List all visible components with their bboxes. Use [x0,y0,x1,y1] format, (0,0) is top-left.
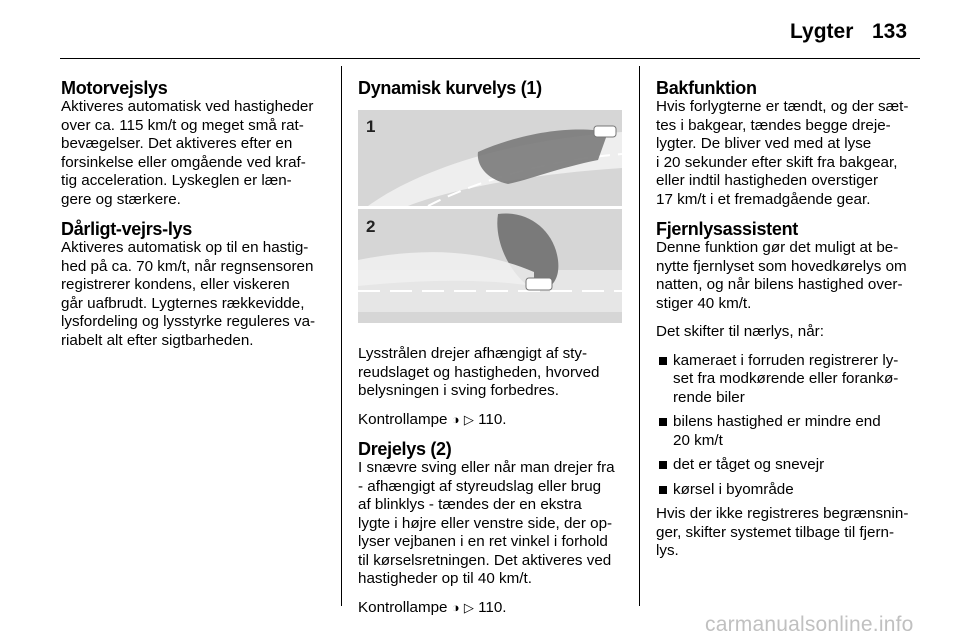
text-line: det er tåget og snevejr [673,456,825,473]
text-line: kameraet i forruden registrerer ly- [673,351,899,369]
list-item [656,481,920,500]
text-line: ger, skifter systemet tilbage til fjern- [656,523,895,541]
text-line: Hvis forlygterne er tændt, og der sæt- [656,98,909,115]
text-line: hed på ca. 70 km/t, når regnsensoren [61,257,314,275]
page-reference-arrow-icon: ▷ [463,411,474,427]
text-line: stiger 40 km/t. [656,294,752,312]
bullet-square-icon [659,461,667,469]
text-line: nytte fjernlyset som hovedkørelys om [656,257,907,275]
list-item [656,352,920,408]
headlight-lamp-icon: ◑ [451,411,460,427]
text-line: set fra modkørende eller forankø- [673,370,899,387]
paragraph-fjernlysassistent [656,239,920,313]
running-header-title: Lygter [790,20,854,43]
text-line: gere og stærkere. [61,190,181,208]
text-line: Aktiveres automatisk ved hastigheder [61,98,314,115]
text-line: natten, og når bilens hastighed over- [656,276,903,293]
text-line: forsinkelse eller omgående ved kraf- [61,153,306,171]
column-3 [656,78,920,571]
text-line: reudslaget og hastigheden, hvorved [358,363,600,381]
headlight-lamp-icon: ◑ [451,599,460,615]
header-rule [60,58,920,59]
list-item [656,456,920,475]
page-reference-arrow-icon: ▷ [463,599,474,615]
paragraph-tilbage [656,505,920,561]
text-line: belysningen i sving forbedres. [358,382,559,399]
paragraph-skifter: Det skifter til nærlys, når: [656,323,824,340]
text-line: Aktiveres automatisk op til en hastig- [61,239,309,256]
text-line: bevægelser. Det aktiveres efter en [61,135,293,152]
paragraph-kurvelys [358,345,622,401]
text-line: 17 km/t i et fremadgående gear. [656,190,871,208]
text-line: i 20 sekunder efter skift fra bakgear, [656,153,898,171]
bullet-square-icon [659,357,667,365]
paragraph-bakfunktion [656,98,920,209]
heading-fjernlysassistent: Fjernlysassistent [656,219,798,239]
heading-dynamisk-kurvelys: Dynamisk kurvelys (1) [358,78,542,98]
kontrollampe-reference [358,599,622,618]
heading-drejelys: Drejelys (2) [358,439,452,459]
text-line: lygter. De bliver ved med at lyse [656,135,872,152]
text-line: tig acceleration. Lyskeglen er læn- [61,172,292,189]
kontrollampe-reference [358,411,622,430]
curve-light-illustration [358,110,622,323]
bullet-square-icon [659,486,667,494]
paragraph-daarligt-vejrs-lys [61,239,325,350]
text-line: registrerer kondens, eller viskeren [61,276,290,293]
column-divider [639,66,640,606]
text-line: bilens hastighed er mindre end [673,413,881,430]
text-line: Lysstrålen drejer afhængigt af sty- [358,345,588,362]
text-line: over ca. 115 km/t og meget små rat- [61,116,304,134]
column-2 [358,78,622,627]
page-reference: 110. [478,598,507,616]
page-reference: 110. [478,410,507,428]
text-line: lysfordeling og lysstyrke reguleres va- [61,313,316,330]
kontrollampe-label: Kontrollampe [358,410,448,428]
text-line: riabelt alt efter sigtbarheden. [61,331,254,349]
text-line: hastigheder op til 40 km/t. [358,570,532,587]
list-item [656,413,920,450]
heading-daarligt-vejrs-lys: Dårligt-vejrs-lys [61,219,192,239]
text-line: tes i bakgear, tændes begge dreje- [656,116,891,134]
text-line: lygte i højre eller venstre side, der op- [358,514,613,532]
column-divider [341,66,342,606]
text-line: lyser vejbanen i en ret vinkel i forhold [358,533,608,550]
text-line: Hvis der ikke registreres begrænsnin- [656,505,909,522]
text-line: Denne funktion gør det muligt at be- [656,239,899,256]
column-1 [61,78,325,360]
text-line: til kørselsretningen. Det aktiveres ved [358,551,612,569]
watermark: carmanualsonline.info [705,613,914,636]
condition-list [656,352,920,500]
text-line: af blinklys - tændes der en ekstra [358,496,582,513]
text-line: 20 km/t [673,431,723,449]
paragraph-motorvejslys [61,98,325,209]
text-line: går uafbrudt. Lygternes rækkevidde, [61,294,305,312]
kontrollampe-label: Kontrollampe [358,598,448,616]
text-line: rende biler [673,388,745,406]
figure-label-1: 1 [366,117,376,136]
figure-label-2: 2 [366,217,376,236]
text-line: kørsel i byområde [673,480,794,498]
paragraph-drejelys [358,459,622,589]
text-line: - afhængigt af styreudslag eller brug [358,477,602,495]
heading-bakfunktion: Bakfunktion [656,78,757,98]
text-line: I snævre sving eller når man drejer fra [358,459,615,476]
text-line: lys. [656,542,679,559]
page-number: 133 [872,20,908,43]
heading-motorvejslys: Motorvejslys [61,78,168,98]
text-line: eller indtil hastigheden overstiger [656,172,879,189]
curve-light-drawing [358,110,622,323]
bullet-square-icon [659,418,667,426]
